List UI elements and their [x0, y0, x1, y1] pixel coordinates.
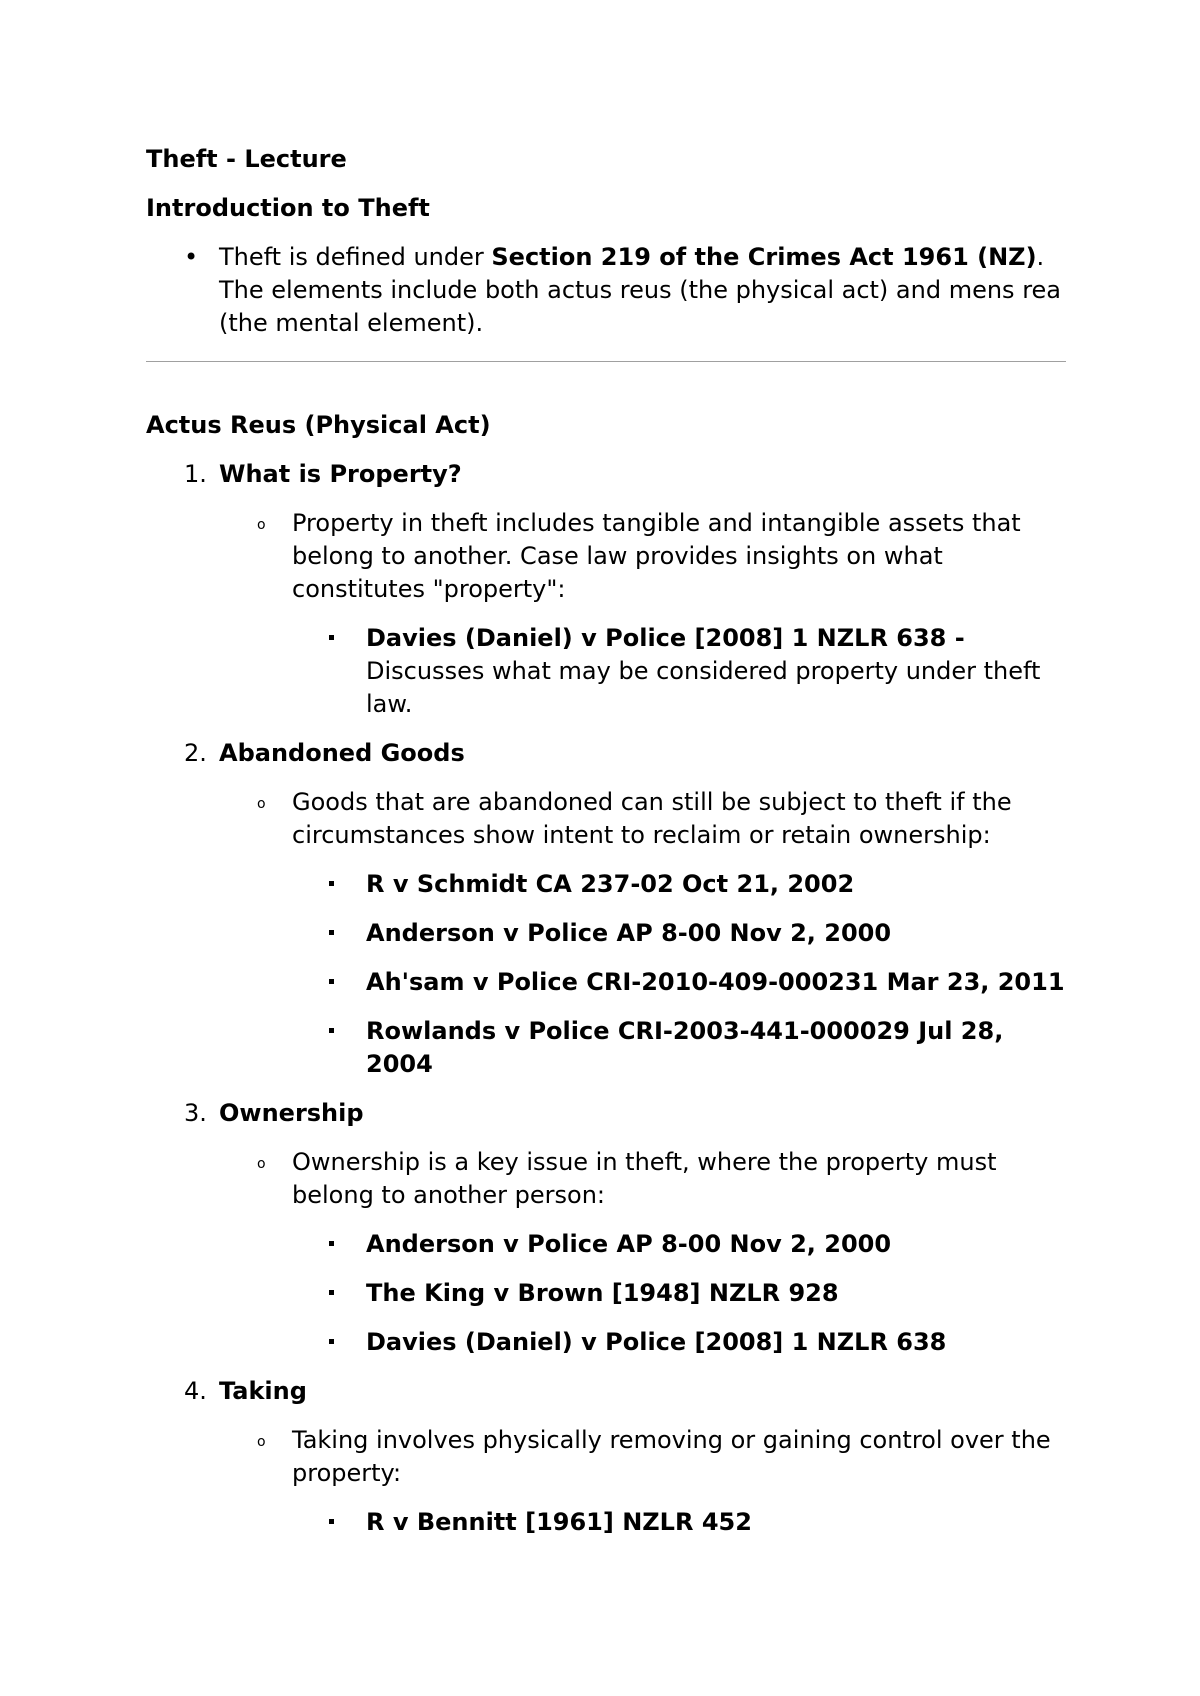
- case-name: Davies (Daniel) v Police [2008] 1 NZLR 638 -: [366, 624, 965, 652]
- sub-item-ownership: [146, 1146, 1066, 1212]
- list-number: 3.: [184, 1099, 207, 1127]
- case-name: R v Bennitt [1961] NZLR 452: [366, 1508, 752, 1536]
- square-bullet-icon: [329, 1339, 334, 1344]
- case-item: [146, 1277, 1066, 1310]
- case-item: [146, 1015, 1066, 1081]
- document-title: Theft - Lecture: [146, 145, 347, 173]
- square-bullet-icon: [329, 881, 334, 886]
- case-name: Davies (Daniel) v Police [2008] 1 NZLR 638: [366, 1328, 947, 1356]
- sub-item-text: Property in theft includes tangible and intangible assets that belong to another. Case law provides insights on what constitutes "property":: [292, 509, 1021, 603]
- intro-text-post: . The elements include both actus reus (the physical act) and mens rea (the mental element).: [219, 243, 1062, 337]
- case-item: [146, 622, 1066, 721]
- list-item-property: [146, 458, 1066, 491]
- case-item: [146, 1326, 1066, 1359]
- sub-item-text: Goods that are abandoned can still be subject to theft if the circumstances show intent to reclaim or retain ownership:: [292, 788, 1012, 849]
- case-name: Anderson v Police AP 8-00 Nov 2, 2000: [366, 919, 892, 947]
- intro-heading: Introduction to Theft: [146, 194, 430, 222]
- case-description: Discusses what may be considered property under theft law.: [366, 657, 1041, 718]
- list-number: 2.: [184, 739, 207, 767]
- case-item: [146, 868, 1066, 901]
- intro-text-statute: Section 219 of the Crimes Act 1961 (NZ): [491, 243, 1037, 271]
- list-item-ownership: [146, 1097, 1066, 1130]
- list-item-abandoned-goods: [146, 737, 1066, 770]
- bullet-icon: •: [184, 243, 199, 271]
- square-bullet-icon: [329, 1241, 334, 1246]
- sub-item-text: Taking involves physically removing or gaining control over the property:: [292, 1426, 1051, 1487]
- list-number: 4.: [184, 1377, 207, 1405]
- intro-bullet: [146, 241, 1066, 340]
- sub-item-property: [146, 507, 1066, 606]
- square-bullet-icon: [329, 930, 334, 935]
- actus-reus-heading: Actus Reus (Physical Act): [146, 411, 491, 439]
- case-item: [146, 917, 1066, 950]
- case-name: R v Schmidt CA 237-02 Oct 21, 2002: [366, 870, 855, 898]
- list-item-taking: [146, 1375, 1066, 1408]
- intro-text-pre: Theft is defined under: [219, 243, 492, 271]
- circle-bullet-icon: o: [257, 517, 266, 533]
- case-name: Rowlands v Police CRI-2003-441-000029 Jul 28, 2004: [366, 1017, 1004, 1078]
- list-item-title: What is Property?: [219, 460, 462, 488]
- case-name: Anderson v Police AP 8-00 Nov 2, 2000: [366, 1230, 892, 1258]
- sub-item-abandoned-goods: [146, 786, 1066, 852]
- circle-bullet-icon: o: [257, 1434, 266, 1450]
- square-bullet-icon: [329, 1028, 334, 1033]
- case-name: The King v Brown [1948] NZLR 928: [366, 1279, 839, 1307]
- list-item-title: Ownership: [219, 1099, 364, 1127]
- square-bullet-icon: [329, 1519, 334, 1524]
- case-name: Ah'sam v Police CRI-2010-409-000231 Mar 23, 2011: [366, 968, 1065, 996]
- document-page: [146, 143, 1066, 1555]
- square-bullet-icon: [329, 635, 334, 640]
- sub-item-taking: [146, 1424, 1066, 1490]
- circle-bullet-icon: o: [257, 796, 266, 812]
- sub-item-text: Ownership is a key issue in theft, where the property must belong to another person:: [292, 1148, 997, 1209]
- section-divider: [146, 361, 1066, 362]
- square-bullet-icon: [329, 979, 334, 984]
- case-item: [146, 966, 1066, 999]
- list-number: 1.: [184, 460, 207, 488]
- square-bullet-icon: [329, 1290, 334, 1295]
- list-item-title: Taking: [219, 1377, 307, 1405]
- case-item: [146, 1506, 1066, 1539]
- case-item: [146, 1228, 1066, 1261]
- list-item-title: Abandoned Goods: [219, 739, 465, 767]
- circle-bullet-icon: o: [257, 1156, 266, 1172]
